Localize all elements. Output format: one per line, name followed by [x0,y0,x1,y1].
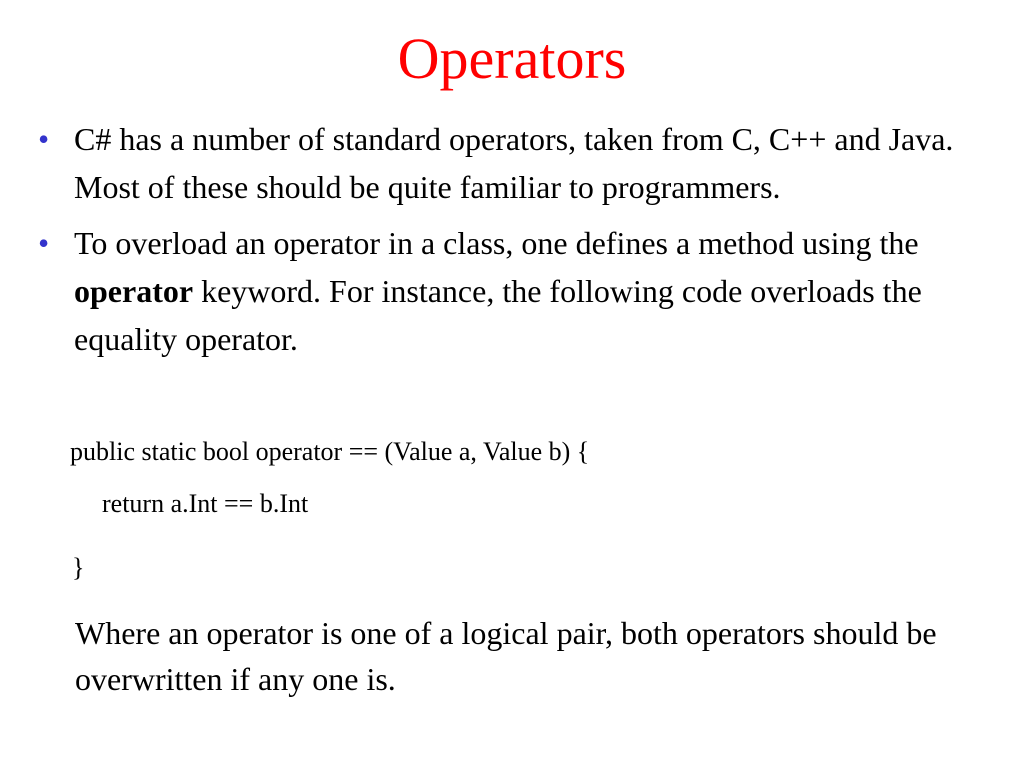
bullet-icon: • [38,225,50,261]
slide-title: Operators [397,26,627,91]
code-line-return: return a.Int == b.Int [102,489,309,518]
bullet-text-2-bold: operator [74,273,194,309]
bullet-item-2 [30,219,990,363]
bullet-list [30,115,990,371]
bullet-text-2-before: To overload an operator in a class, one defines a method using the [74,225,919,261]
code-line-closing-brace: } [72,553,85,582]
code-line-signature: public static bool operator == (Value a, Value b) { [70,437,590,466]
bullet-text-1: C# has a number of standard operators, taken from C, C++ and Java. Most of these should be quite familiar to programmers. [74,121,954,205]
bullet-text-2-after: keyword. For instance, the following code overloads the equality operator. [74,273,922,357]
bullet-icon: • [38,121,50,157]
closing-paragraph: Where an operator is one of a logical pair, both operators should be overwritten if any one is. [75,615,937,697]
bullet-item-1 [30,115,990,211]
